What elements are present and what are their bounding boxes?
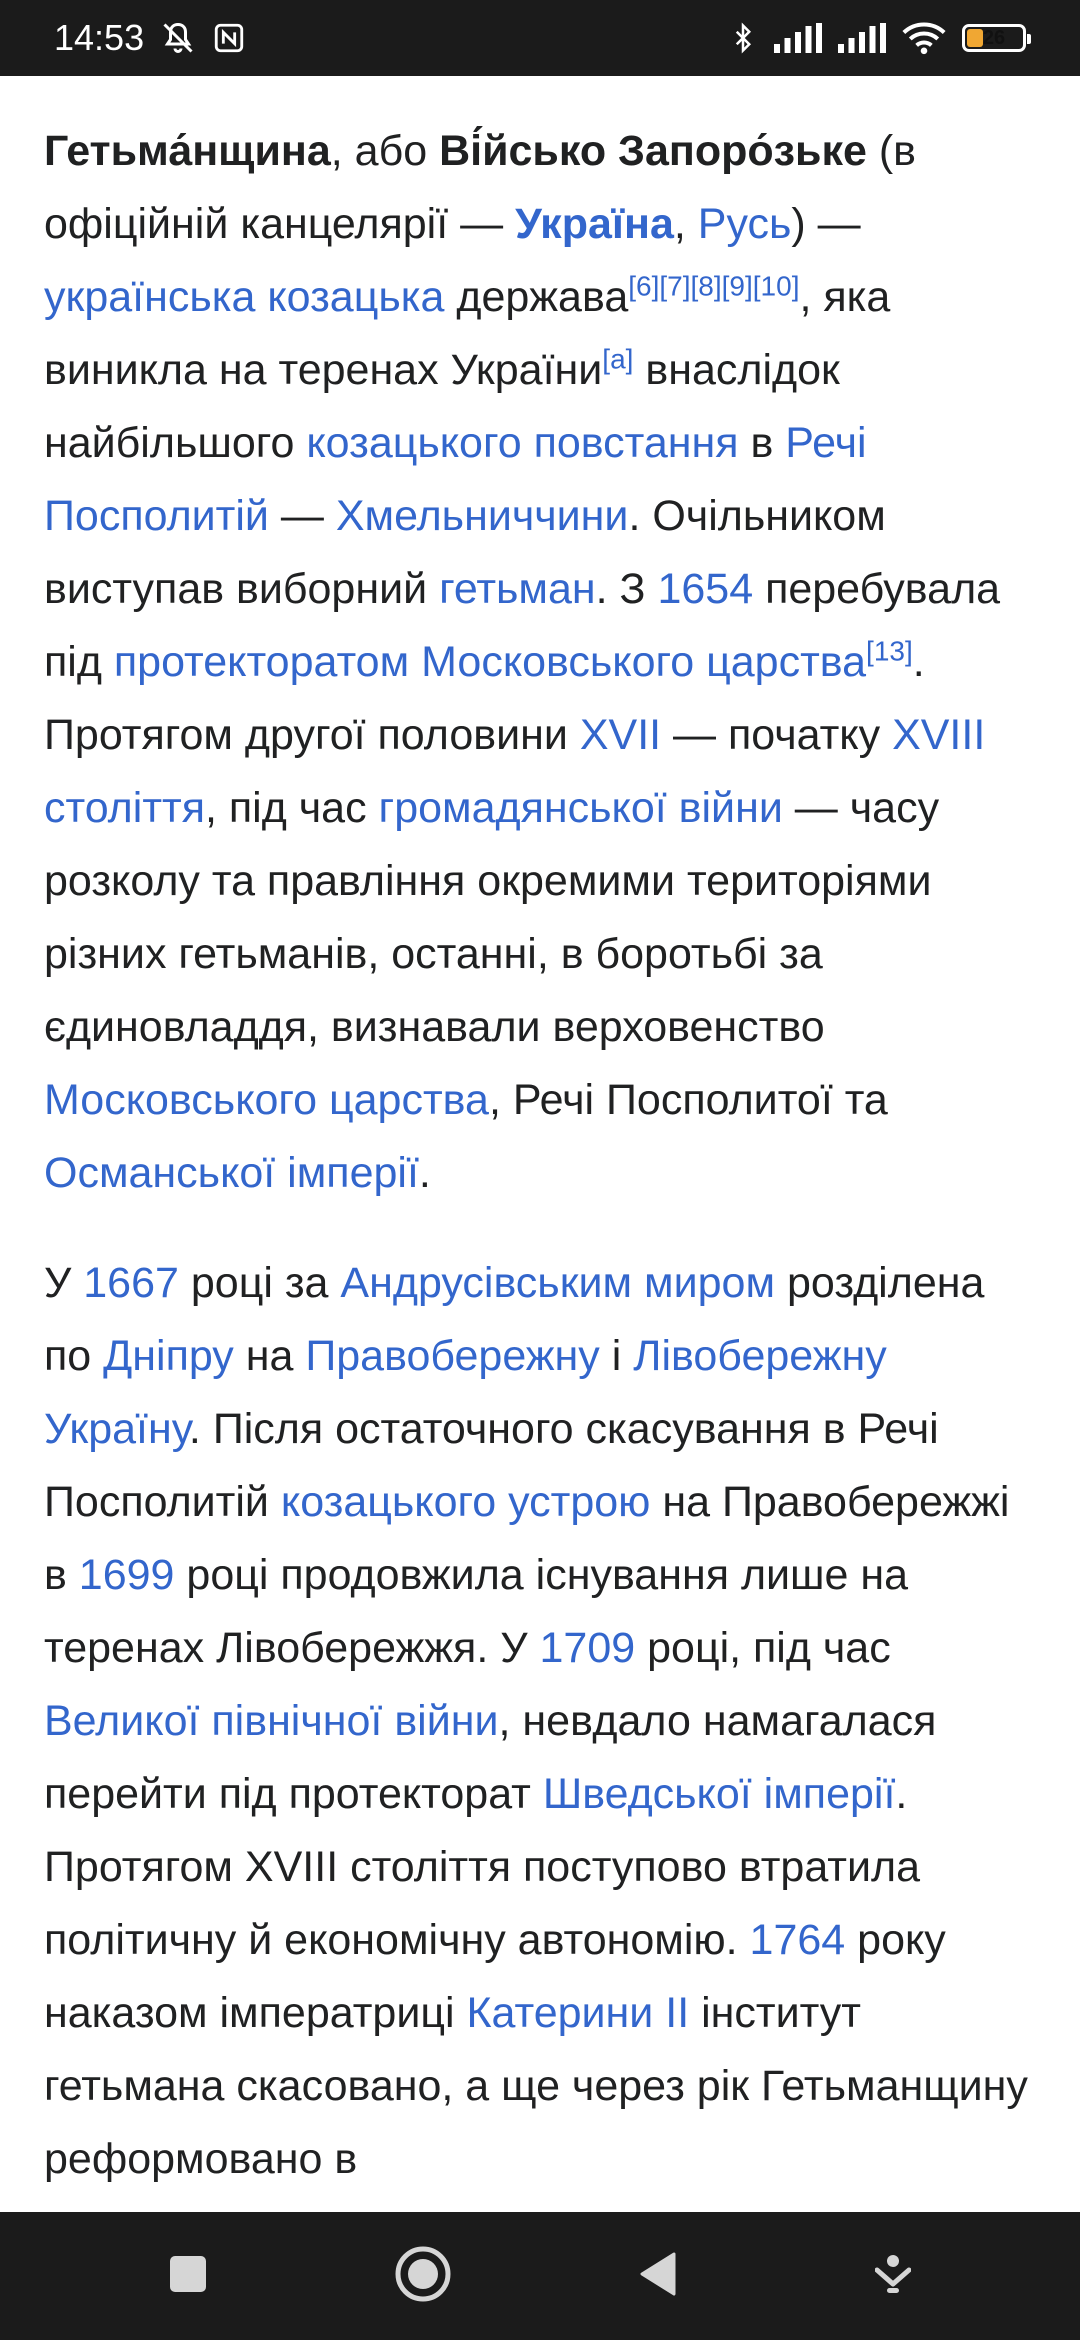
link-xviii-century[interactable]: XVIII століття [44,711,986,832]
link-tsardom-of-muscovy[interactable]: Московського царства [44,1076,489,1124]
link-xvii[interactable]: XVII [579,711,662,759]
link-ukrainian-cossack[interactable]: українська козацька [44,273,445,321]
battery-level: 26 [982,26,1006,49]
article-content[interactable] [0,76,1080,2212]
signal-icon [774,23,822,53]
reference-13[interactable]: [13] [866,635,913,667]
reference-6-10[interactable]: [6][7][8][9][10] [628,270,800,302]
link-1764[interactable]: 1764 [749,1916,846,1964]
link-cossack-uprising[interactable]: козацького повстання [306,419,739,467]
signal-icon [838,23,886,53]
dnd-off-icon [160,20,196,56]
link-andrusovo-truce[interactable]: Андрусівським миром [340,1259,776,1307]
back-triangle-icon [638,2251,678,2302]
article-paragraph-2: У 1667 році за Андрусівським миром розділена по Дніпру на Правобережну і Лівобережну Україну. Після остаточного скасування в Речі Посполитій козацького устрою на Правобережжі в 1699 році продовжила існування лише на теренах Лівобережжя. У 1709 році, під час Великої північної війни, невдало намагалася перейти під протекторат Шведської імперії. Протягом XVIII століття поступово втратила політичну й економічну автономію. 1764 року наказом імператриці Катерини II інститут гетьмана скасовано, а ще через рік Гетьманщину реформовано в [44,1259,1028,2183]
link-hetman[interactable]: гетьман [439,565,596,613]
link-1699[interactable]: 1699 [78,1551,175,1599]
link-left-bank-ukraine[interactable]: Лівобережну Україну [44,1332,887,1453]
link-ukraine[interactable]: Україна [515,200,674,248]
link-right-bank[interactable]: Правобережну [305,1332,600,1380]
status-bar [0,0,1080,76]
link-1709[interactable]: 1709 [539,1624,636,1672]
link-civil-war[interactable]: громадянської війни [378,784,783,832]
nfc-icon [212,21,246,55]
assist-down-icon [875,2254,911,2299]
link-dnieper[interactable]: Дніпру [103,1332,234,1380]
reference-note-a[interactable]: [a] [602,343,634,375]
status-right [728,20,1026,56]
wifi-icon [902,21,946,55]
link-catherine-ii[interactable]: Катерини II [466,1989,690,2037]
home-button[interactable] [378,2231,468,2321]
alt-name-term: Ві́йсько Запоро́зьке [439,127,867,175]
back-button[interactable] [613,2231,703,2321]
recents-button[interactable] [143,2231,233,2321]
home-circle-icon [395,2246,451,2307]
link-great-northern-war[interactable]: Великої північної війни [44,1697,499,1745]
battery-icon [962,24,1026,52]
navigation-bar [0,2212,1080,2340]
link-rus[interactable]: Русь [697,200,792,248]
link-1667[interactable]: 1667 [83,1259,179,1307]
link-ottoman-empire[interactable]: Османської імперії [44,1149,419,1197]
article-title-term: Гетьма́нщина [44,127,331,175]
link-swedish-empire[interactable]: Шведської імперії [542,1770,896,1818]
assist-button[interactable] [848,2231,938,2321]
link-cossack-system[interactable]: козацького устрою [280,1478,651,1526]
link-commonwealth[interactable]: Речі Посполитій [44,419,867,540]
status-time: 14:53 [54,17,145,58]
status-left [54,17,246,59]
link-muscovite-protectorate[interactable]: протекторатом Московського царства [113,638,867,686]
bluetooth-icon [728,20,758,56]
link-1654[interactable]: 1654 [657,565,754,613]
article-paragraph-1: Гетьма́нщина, або Ві́йсько Запоро́зьке (в офіційній канцелярії — Україна, Русь) — українська козацька держава[6][7][8][9][10], яка виникла на теренах України[a] внаслідок найбільшого козацького повстання в Речі Посполитій — Хмельниччини. Очільником виступав виборний гетьман. З 1654 перебувала під протекторатом Московського царства[13]. Протягом другої половини XVII — початку XVIII століття, під час громадянської війни — часу розколу та правління окремими територіями різних гетьманів, останні, в боротьбі за єдиновладдя, визнавали верховенство Московського царства, Речі Посполитої та Османської імперії. [44,127,1001,1197]
link-khmelnytsky-uprising[interactable]: Хмельниччини [335,492,629,540]
recents-square-icon [168,2254,208,2299]
